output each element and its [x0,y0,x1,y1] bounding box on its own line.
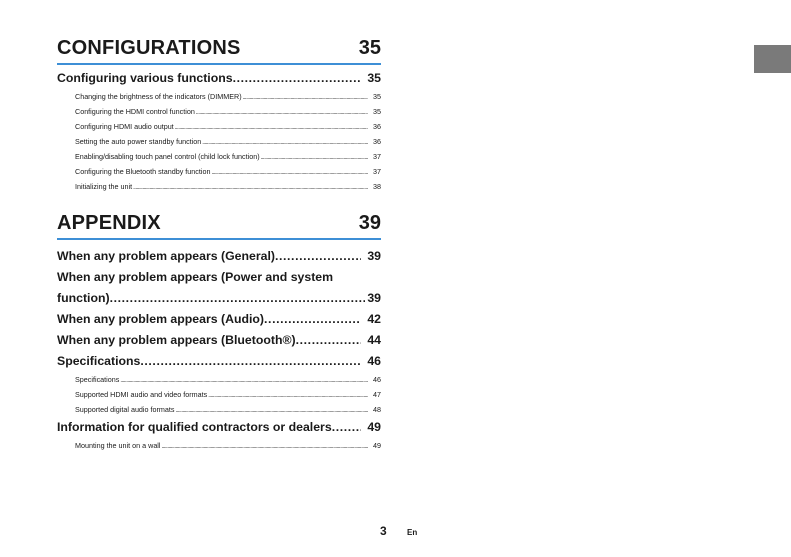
toc-entry-contractors[interactable] [57,417,381,438]
page-number: 3 [380,524,387,538]
toc-subentry-label: Enabling/disabling touch panel control (child lock function) [75,152,260,161]
toc-subentry[interactable] [57,179,381,194]
dot-leader [275,246,361,267]
toc-entry-page: 46 [367,354,381,368]
dot-leader [110,288,366,309]
toc-entry-label: When any problem appears (Audio) [57,312,265,326]
dot-leader [132,179,368,196]
toc-subentry-page: 46 [373,375,381,384]
toc-subentry[interactable] [57,119,381,134]
toc-subentry[interactable] [57,438,381,453]
toc-entry-page: 44 [367,333,381,347]
chapter-page: 35 [358,37,381,59]
toc-subentry[interactable] [57,104,381,119]
chapter-heading-configurations[interactable] [57,36,381,65]
toc-entry-label: Information for qualified contractors or dealers [57,420,332,434]
toc-subentry[interactable] [57,149,381,164]
toc-subentry-label: Supported digital audio formats [75,405,175,414]
chapter-heading-appendix[interactable] [57,211,381,240]
dot-leader [233,68,362,89]
toc-entry-label-line2: function) [57,291,110,305]
toc-subentry-page: 48 [373,405,381,414]
toc-subentry-label: Setting the auto power standby function [75,137,202,146]
toc-entry-page: 35 [367,71,381,85]
dot-leader [161,438,368,455]
toc-entry-page: 42 [367,312,381,326]
toc-subentry-page: 37 [373,152,381,161]
toc-subentry[interactable] [57,372,381,387]
toc-entry-page: 39 [367,249,381,263]
dot-leader [140,351,361,372]
table-of-contents [57,36,381,453]
toc-entry-configuring-various-functions[interactable] [57,68,381,89]
toc-entry-label-line1: When any problem appears (Power and system [57,270,334,284]
toc-subentry-page: 36 [373,137,381,146]
toc-subentry-label: Changing the brightness of the indicators (DIMMER) [75,92,242,101]
chapter-tab-marker [754,45,791,73]
toc-subentry[interactable] [57,387,381,402]
toc-subentry-page: 35 [373,92,381,101]
toc-subentry[interactable] [57,402,381,417]
toc-subentry-label: Supported HDMI audio and video formats [75,390,208,399]
toc-subentry-page: 36 [373,122,381,131]
language-code: En [407,528,418,537]
toc-entry-problem-bluetooth[interactable] [57,330,381,351]
toc-entry-label: When any problem appears (Bluetooth®) [57,333,296,347]
toc-subentry[interactable] [57,164,381,179]
toc-subentry[interactable] [57,134,381,149]
toc-entry-label: Specifications [57,354,141,368]
toc-subentry-label: Initializing the unit [75,182,133,191]
toc-entry-page: 49 [367,420,381,434]
toc-subentry[interactable] [57,89,381,104]
toc-subentry-page: 38 [373,182,381,191]
dot-leader [296,330,362,351]
toc-subentry-label: Configuring HDMI audio output [75,122,174,131]
toc-entry-problem-power[interactable] [57,267,381,309]
chapter-page: 39 [358,212,381,234]
toc-entry-page: 39 [367,291,381,305]
toc-entry-label: Configuring various functions [57,71,233,85]
dot-leader [264,309,361,330]
toc-entry-specifications[interactable] [57,351,381,372]
dot-leader [332,417,362,438]
toc-subentry-page: 35 [373,107,381,116]
toc-subentry-page: 49 [373,441,381,450]
toc-subentry-label: Configuring the HDMI control function [75,107,195,116]
toc-entry-problem-general[interactable] [57,246,381,267]
toc-entry-label: When any problem appears (General) [57,249,275,263]
toc-subentry-page: 37 [373,167,381,176]
toc-subentry-label: Mounting the unit on a wall [75,441,161,450]
toc-subentry-label: Configuring the Bluetooth standby function [75,167,211,176]
toc-entry-line2 [57,288,381,309]
toc-subentry-page: 47 [373,390,381,399]
chapter-title: APPENDIX [57,212,161,234]
toc-entry-problem-audio[interactable] [57,309,381,330]
chapter-title: CONFIGURATIONS [57,37,241,59]
toc-subentry-label: Specifications [75,375,120,384]
